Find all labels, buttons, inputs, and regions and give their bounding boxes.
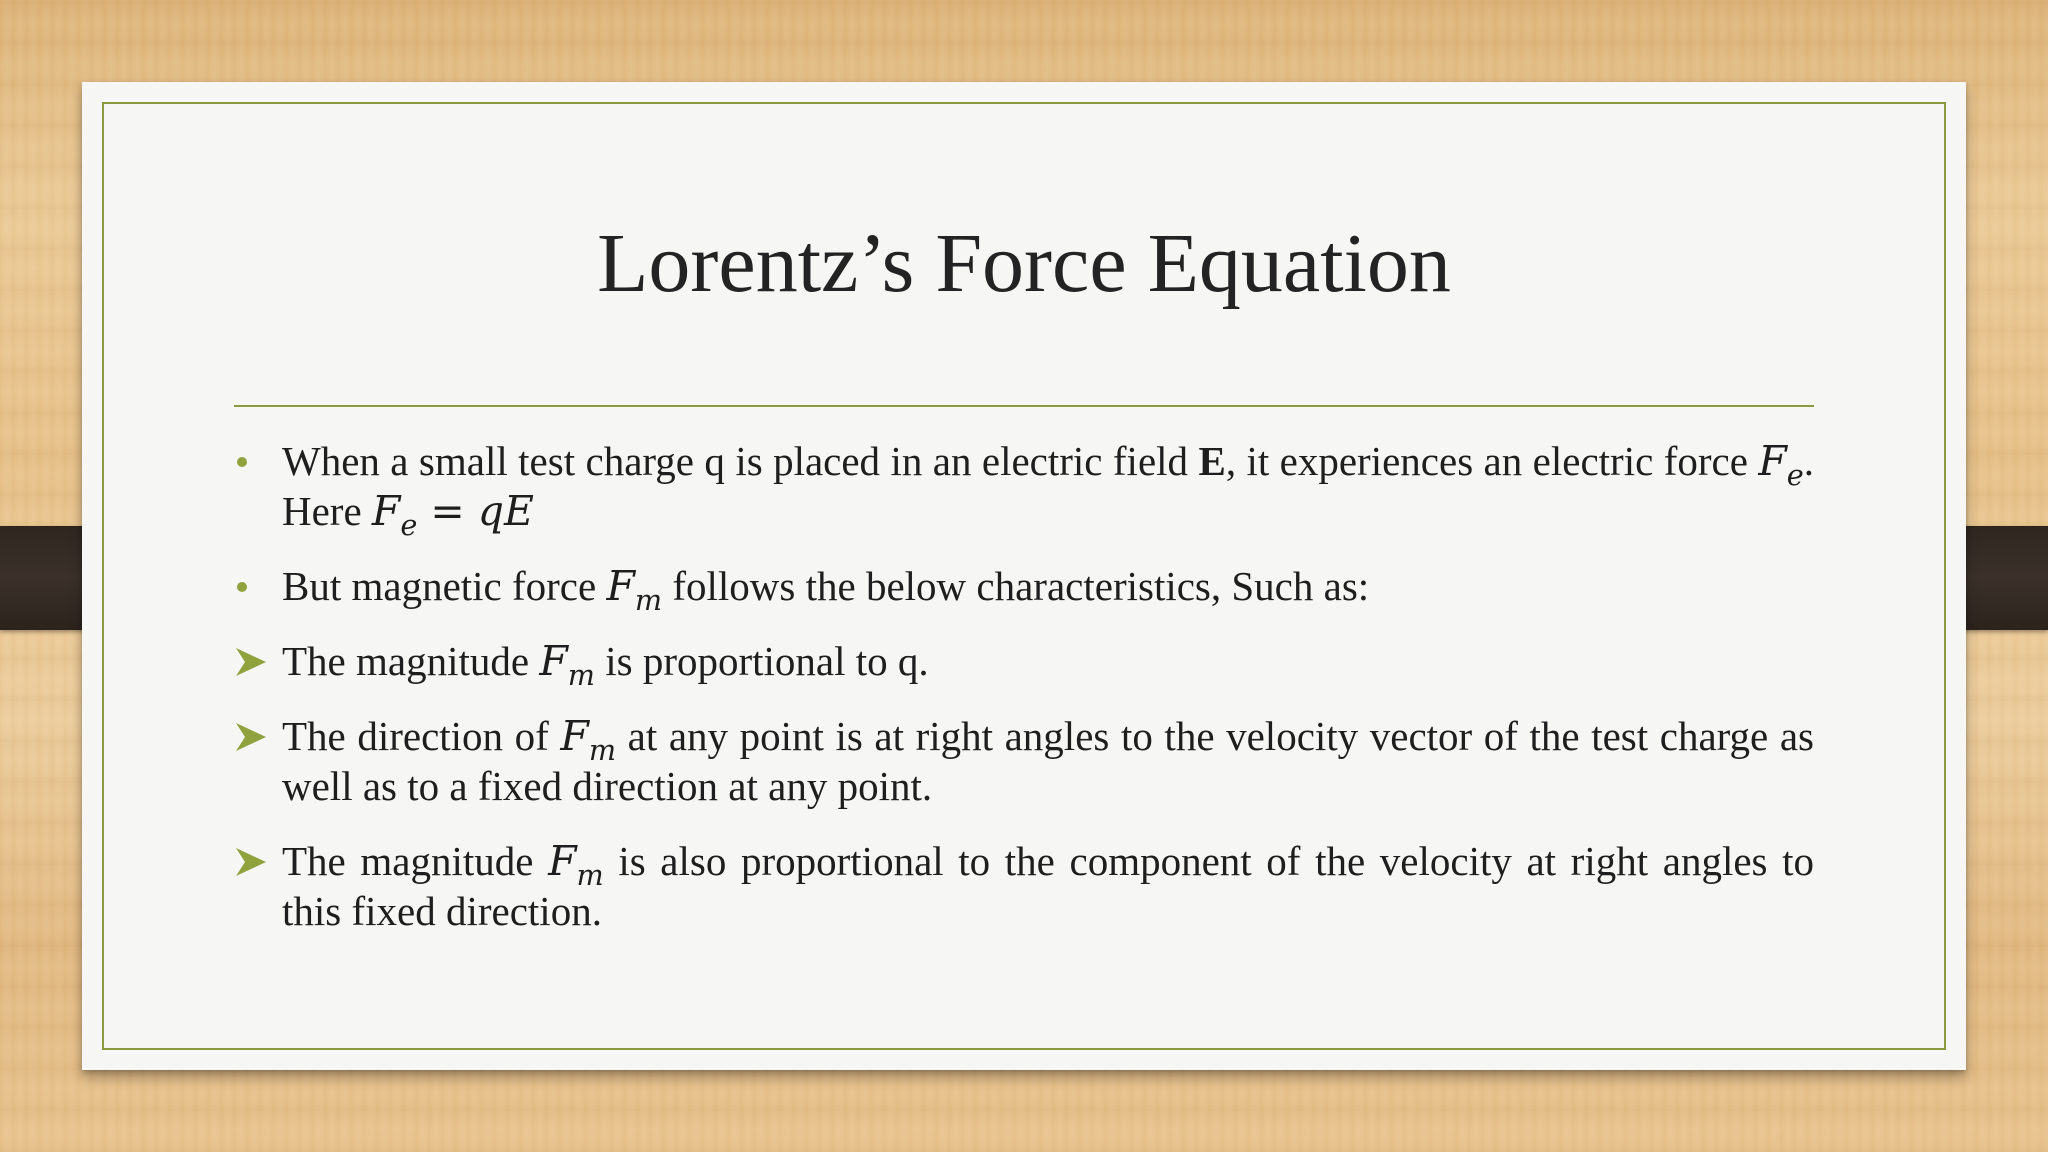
arrow-bullet-icon	[234, 636, 282, 686]
math-fm: $F_m$	[539, 637, 595, 693]
bullet-item-2	[234, 561, 1814, 618]
bullet-dot-icon	[234, 561, 282, 611]
bullet-text: When a small test charge q is placed in an electric field E, it experiences an electric force $F_e$. Here $F_e$ = qE	[282, 437, 1814, 543]
bullet-text: But magnetic force $F_m$ follows the below characteristics, Such as:	[282, 562, 1370, 618]
bullet-dot-icon	[234, 436, 282, 486]
arrow-item-3	[234, 836, 1814, 936]
arrow-item-2	[234, 711, 1814, 811]
title-divider	[234, 405, 1814, 407]
math-equation: $F_e$ = qE	[371, 487, 534, 543]
arrow-item-text: The direction of $F_m$ at any point is at right angles to the velocity vector of the test charge as well as to a fixed direction at any point.	[282, 712, 1814, 809]
bullet-item-1	[234, 436, 1814, 543]
arrow-bullet-icon	[234, 836, 282, 886]
slide-title: Lorentz’s Force Equation	[597, 217, 1451, 310]
math-fe: $F_e$	[1758, 437, 1804, 493]
field-symbol: E	[1198, 438, 1226, 484]
math-fm: $F_m$	[606, 562, 663, 618]
right-strap	[1956, 526, 2048, 630]
arrow-bullet-icon	[234, 711, 282, 761]
arrow-item-text: The magnitude $F_m$ is also proportional to the component of the velocity at right angles to this fixed direction.	[282, 837, 1814, 934]
arrow-item-text: The magnitude $F_m$ is proportional to q.	[282, 637, 929, 693]
math-fm: $F_m$	[548, 837, 604, 893]
arrow-item-1	[234, 636, 1814, 693]
math-fm: $F_m$	[560, 712, 617, 768]
